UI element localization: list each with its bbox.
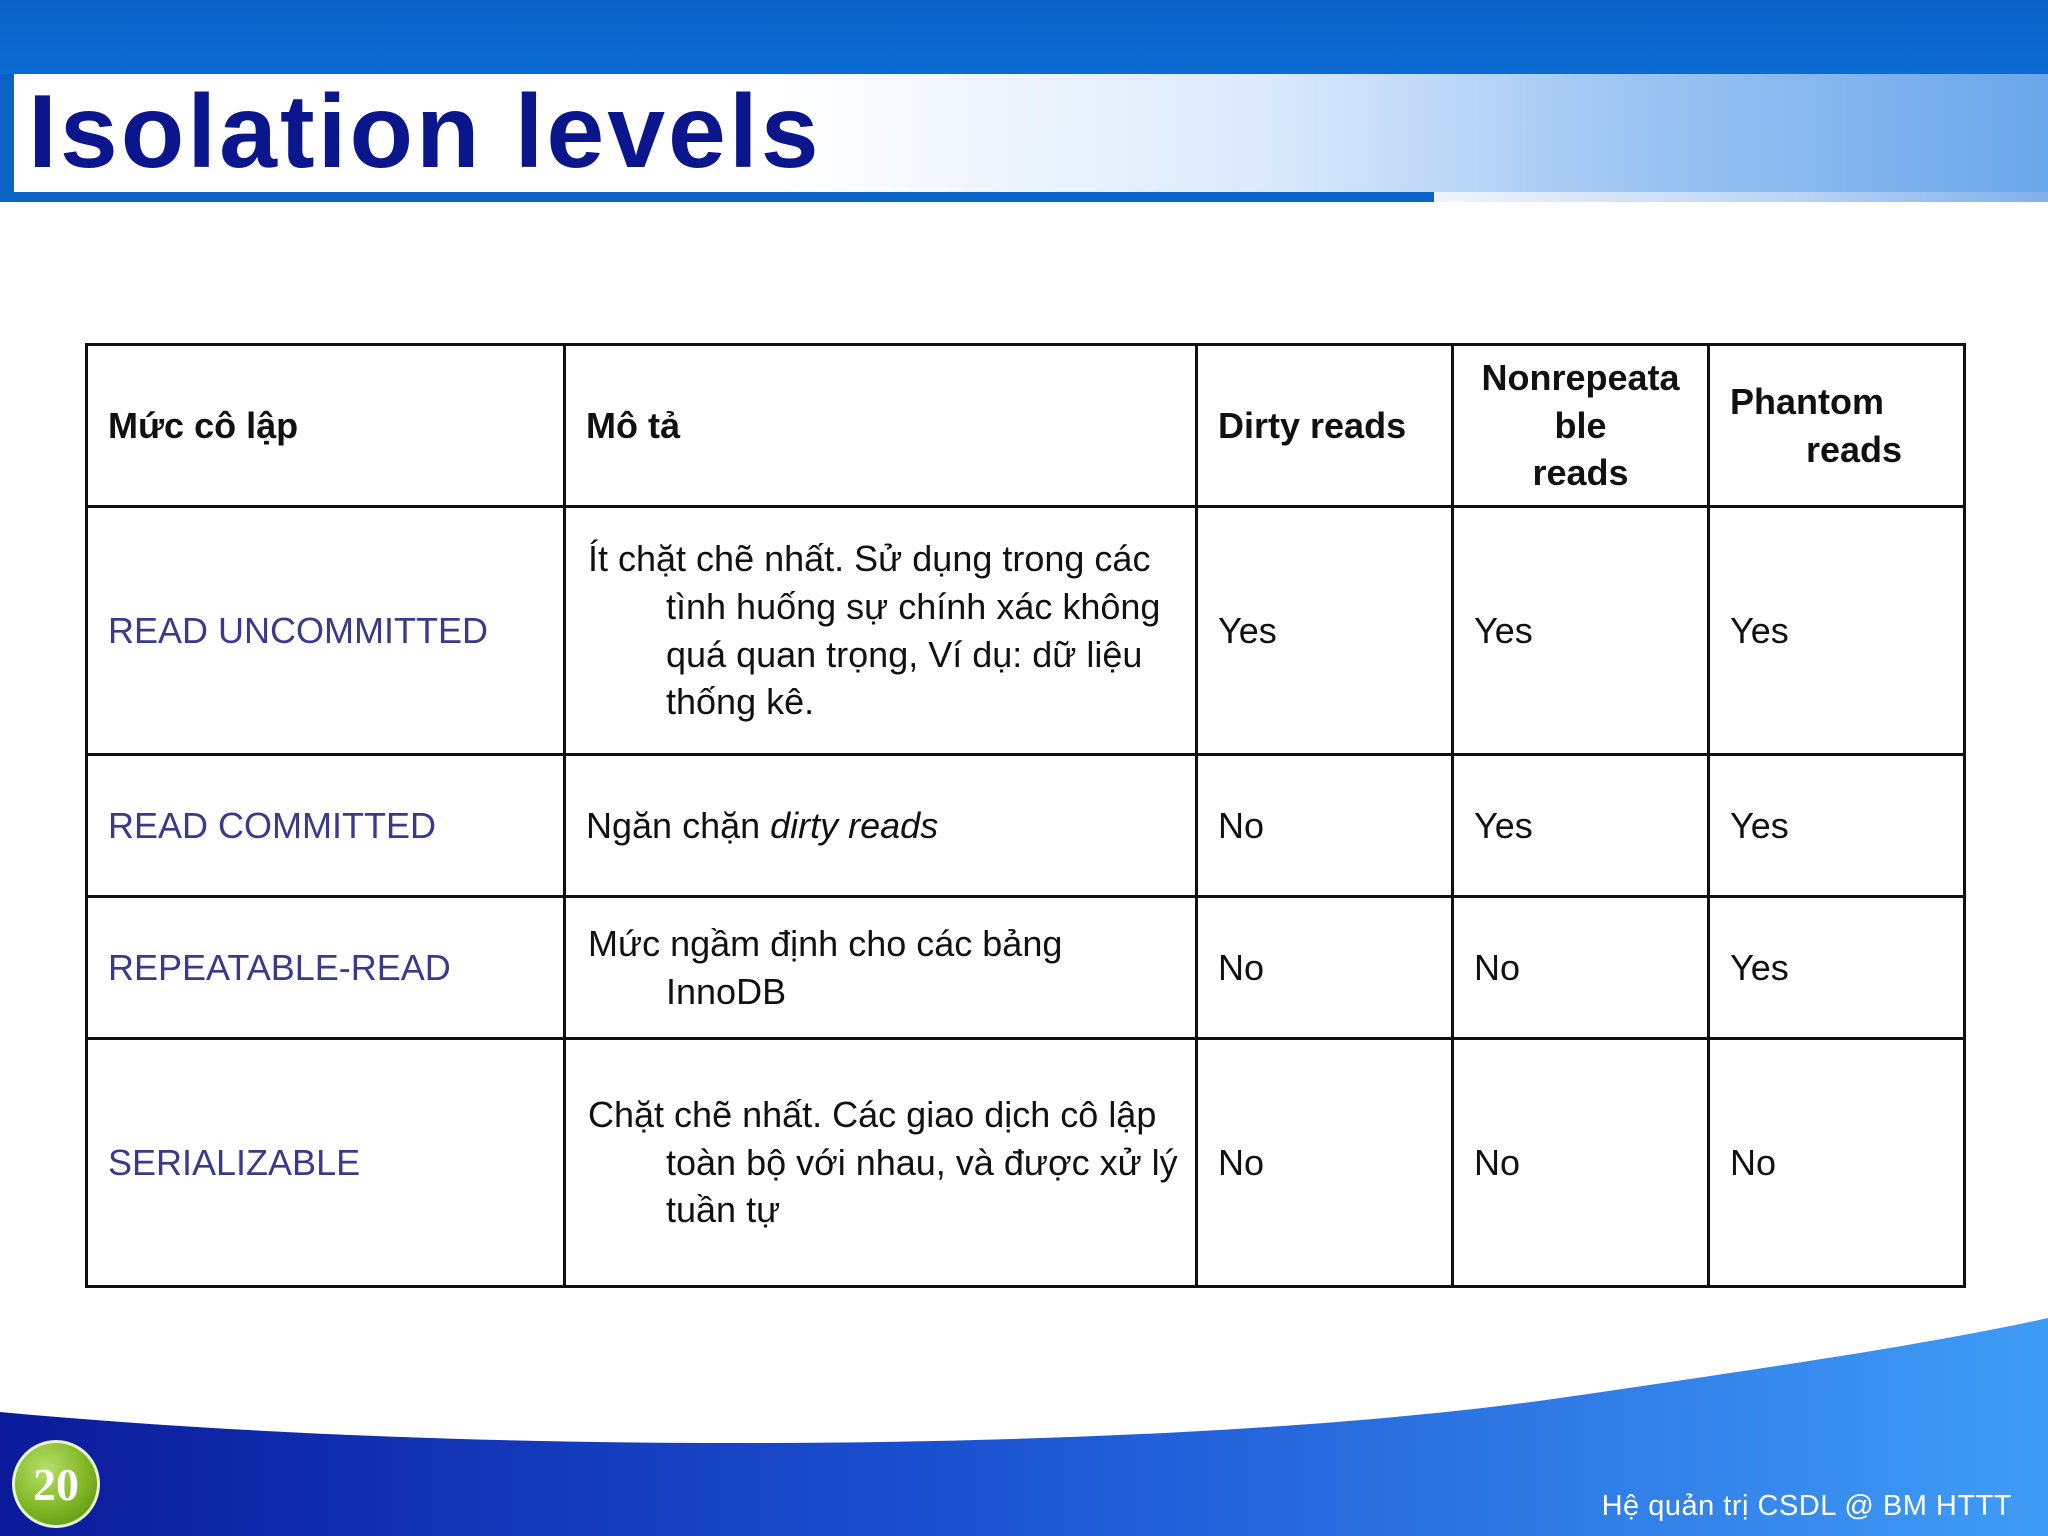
nonrepeatable-repeatable-read: No bbox=[1453, 897, 1709, 1039]
desc-read-uncommitted: Ít chặt chẽ nhất. Sử dụng trong các tình huống sự chính xác không quá quan trọng, Ví dụ: dữ liệu thống kê. bbox=[565, 507, 1197, 755]
table-row bbox=[87, 897, 1965, 1039]
dirty-read-committed: No bbox=[1197, 755, 1453, 897]
page-number: 20 bbox=[33, 1458, 79, 1510]
phantom-serializable: No bbox=[1709, 1039, 1965, 1287]
header-nonrepeatable-reads bbox=[1453, 345, 1709, 507]
table-row bbox=[87, 1039, 1965, 1287]
phantom-read-uncommitted: Yes bbox=[1709, 507, 1965, 755]
level-read-committed: READ COMMITTED bbox=[87, 755, 565, 897]
phantom-read-committed: Yes bbox=[1709, 755, 1965, 897]
title-left-edge bbox=[0, 74, 14, 202]
header-phantom-reads bbox=[1709, 345, 1965, 507]
title-underline-fade bbox=[1434, 192, 2048, 202]
table-header-row bbox=[87, 345, 1965, 507]
desc-read-committed bbox=[565, 755, 1197, 897]
level-repeatable-read: REPEATABLE-READ bbox=[87, 897, 565, 1039]
nonrepeatable-read-committed: Yes bbox=[1453, 755, 1709, 897]
isolation-levels-table bbox=[85, 343, 1966, 1288]
level-serializable: SERIALIZABLE bbox=[87, 1039, 565, 1287]
desc-read-committed-emphasis: dirty reads bbox=[770, 804, 939, 846]
phantom-repeatable-read: Yes bbox=[1709, 897, 1965, 1039]
header-phantom-line-1: Phantom bbox=[1730, 380, 1885, 422]
header-nonrepeatable-line-1: Nonrepeata bbox=[1481, 357, 1680, 399]
header-phantom-line-2: reads bbox=[1806, 428, 1903, 470]
desc-repeatable-read: Mức ngầm định cho các bảng InnoDB bbox=[565, 897, 1197, 1039]
header-top-bar bbox=[0, 0, 2048, 74]
isolation-levels-table-wrap bbox=[85, 343, 1966, 1288]
header-nonrepeatable-line-3: reads bbox=[1532, 452, 1629, 494]
dirty-read-uncommitted: Yes bbox=[1197, 507, 1453, 755]
dirty-serializable: No bbox=[1197, 1039, 1453, 1287]
table-row bbox=[87, 507, 1965, 755]
table-row bbox=[87, 755, 1965, 897]
desc-read-committed-prefix: Ngăn chặn bbox=[586, 804, 771, 846]
nonrepeatable-serializable: No bbox=[1453, 1039, 1709, 1287]
header-nonrepeatable-line-2: ble bbox=[1554, 404, 1607, 446]
level-read-uncommitted: READ UNCOMMITTED bbox=[87, 507, 565, 755]
header-level: Mức cô lập bbox=[87, 345, 565, 507]
slide-title: Isolation levels bbox=[28, 74, 822, 190]
page-number-badge bbox=[12, 1440, 100, 1528]
header-dirty-reads: Dirty reads bbox=[1197, 345, 1453, 507]
footer-text: Hệ quản trị CSDL @ BM HTTT bbox=[1601, 1490, 2012, 1522]
desc-serializable: Chặt chẽ nhất. Các giao dịch cô lập toàn bộ với nhau, và được xử lý tuần tự bbox=[565, 1039, 1197, 1287]
nonrepeatable-read-uncommitted: Yes bbox=[1453, 507, 1709, 755]
dirty-repeatable-read: No bbox=[1197, 897, 1453, 1039]
header-description: Mô tả bbox=[565, 345, 1197, 507]
